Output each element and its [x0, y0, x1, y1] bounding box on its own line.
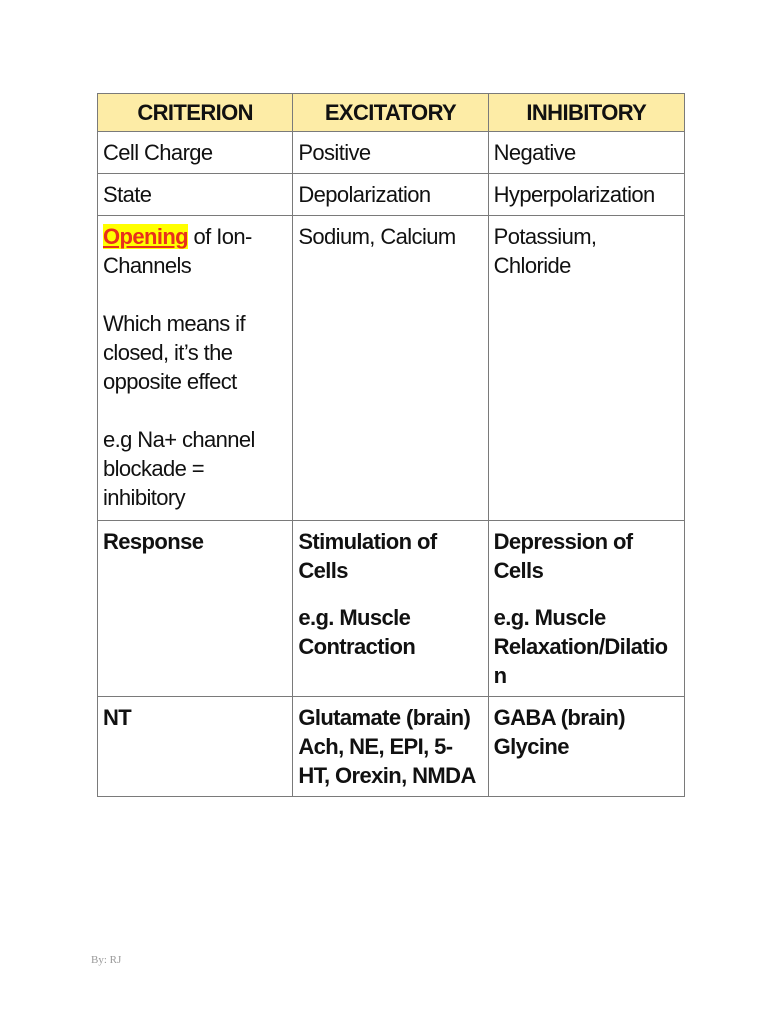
opening-criterion-title — [103, 222, 287, 280]
cell-charge-criterion: Cell Charge — [98, 132, 293, 174]
response-excitatory — [293, 521, 488, 697]
response-excitatory-example: e.g. Muscle Contraction — [298, 605, 416, 659]
nt-excitatory-line1: Glutamate (brain) — [298, 705, 471, 730]
cell-charge-excitatory: Positive — [293, 132, 488, 174]
table-row-response — [98, 521, 685, 697]
opening-note-1: Which means if closed, it’s the opposite effect — [103, 311, 245, 394]
header-inhibitory: INHIBITORY — [488, 94, 684, 132]
table-row-cell-charge — [98, 132, 685, 174]
table-row-state — [98, 174, 685, 216]
response-criterion: Response — [98, 521, 293, 697]
header-row — [98, 94, 685, 132]
opening-criterion — [98, 216, 293, 521]
nt-inhibitory-line1: GABA (brain) — [493, 705, 625, 730]
table-row-nt — [98, 697, 685, 797]
comparison-table — [97, 93, 685, 797]
opening-criterion-rest: of Ion-Channels — [103, 224, 252, 278]
opening-inhibitory: Potassium, Chloride — [488, 216, 684, 521]
response-inhibitory-main: Depression of Cells — [493, 529, 633, 583]
opening-excitatory: Sodium, Calcium — [293, 216, 488, 521]
paragraph-gap — [103, 280, 287, 309]
state-inhibitory: Hyperpolarization — [488, 174, 684, 216]
table-row-opening — [98, 216, 685, 521]
nt-criterion: NT — [98, 697, 293, 797]
cell-charge-inhibitory: Negative — [488, 132, 684, 174]
header-criterion: CRITERION — [98, 94, 293, 132]
nt-excitatory — [293, 697, 488, 797]
state-criterion: State — [98, 174, 293, 216]
nt-inhibitory — [488, 697, 684, 797]
response-inhibitory — [488, 521, 684, 697]
paragraph-gap — [298, 585, 482, 603]
nt-inhibitory-line2: Glycine — [493, 734, 569, 759]
response-excitatory-main: Stimulation of Cells — [298, 529, 437, 583]
paragraph-gap — [494, 585, 679, 603]
paragraph-gap — [103, 396, 287, 425]
opening-note-2: e.g Na+ channel blockade = inhibitory — [103, 427, 255, 510]
nt-excitatory-line2: Ach, NE, EPI, 5-HT, Orexin, NMDA — [298, 734, 476, 788]
header-excitatory: EXCITATORY — [293, 94, 488, 132]
response-inhibitory-example: e.g. Muscle Relaxation/Dilation — [493, 605, 668, 688]
opening-highlight: Opening — [103, 224, 189, 249]
state-excitatory: Depolarization — [293, 174, 488, 216]
author-footer: By: RJ — [91, 954, 122, 966]
